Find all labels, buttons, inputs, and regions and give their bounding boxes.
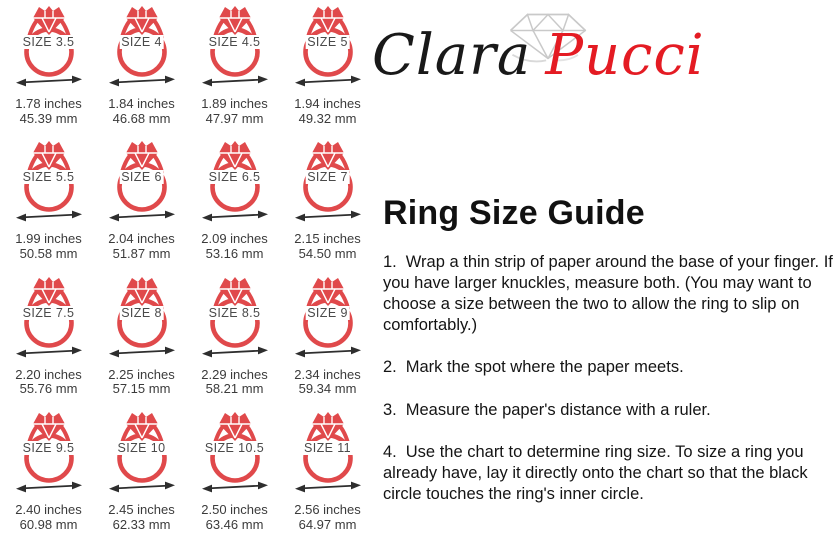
ring-mm-value: 45.39 mm xyxy=(19,110,78,126)
step-text: Mark the spot where the paper meets. xyxy=(405,358,684,377)
ring-inches-value: 2.25 inches xyxy=(108,366,175,382)
instruction-list xyxy=(383,252,835,526)
ring-inches-value: 2.29 inches xyxy=(201,366,268,382)
instruction-step xyxy=(383,400,835,421)
step-number: 2. xyxy=(383,358,397,377)
ring-measurements xyxy=(15,503,82,532)
ring-size-cell xyxy=(95,139,188,261)
ring-measurements xyxy=(201,97,268,126)
ring-inches-value: 1.94 inches xyxy=(294,96,361,111)
ring-figure xyxy=(14,275,84,349)
ring-mm-value: 51.87 mm xyxy=(112,246,171,262)
ring-figure xyxy=(107,275,177,349)
ring-figure xyxy=(200,410,270,484)
ring-size-label: SIZE 8.5 xyxy=(208,305,261,320)
ring-inches-value: 2.15 inches xyxy=(294,231,361,247)
ring-mm-value: 62.33 mm xyxy=(112,516,171,532)
ring-size-cell xyxy=(188,410,281,532)
ring-measurements xyxy=(201,368,268,397)
ring-mm-value: 63.46 mm xyxy=(205,516,264,532)
brand-name xyxy=(372,23,837,88)
ring-measurements xyxy=(108,97,175,126)
ring-size-cell xyxy=(95,275,188,397)
ring-measurements xyxy=(294,368,361,397)
step-number: 3. xyxy=(383,400,397,419)
ring-mm-value: 60.98 mm xyxy=(19,516,78,532)
ring-size-label: SIZE 8 xyxy=(121,305,162,320)
ring-figure xyxy=(14,4,84,78)
ring-mm-value: 49.32 mm xyxy=(298,110,357,126)
ring-size-chart xyxy=(2,4,374,533)
ring-size-cell xyxy=(2,4,95,126)
ring-size-cell xyxy=(188,139,281,261)
ring-size-cell xyxy=(2,275,95,397)
ring-size-cell xyxy=(188,275,281,397)
ring-figure xyxy=(293,139,363,213)
instruction-step xyxy=(383,357,835,378)
ring-inches-value: 2.50 inches xyxy=(201,502,268,518)
ring-inches-value: 2.09 inches xyxy=(201,231,268,247)
ring-inches-value: 2.04 inches xyxy=(108,231,175,247)
ring-size-cell xyxy=(2,139,95,261)
ring-size-label: SIZE 6 xyxy=(121,170,162,185)
ring-size-cell xyxy=(188,4,281,126)
ring-inches-value: 1.78 inches xyxy=(15,96,82,111)
ring-figure xyxy=(107,4,177,78)
ring-inches-value: 2.45 inches xyxy=(108,502,175,518)
ring-inches-value: 2.56 inches xyxy=(294,502,361,518)
brand-name-pucci: Pucci xyxy=(545,23,705,88)
ring-figure xyxy=(293,275,363,349)
ring-size-cell xyxy=(95,4,188,126)
ring-size-label: SIZE 4 xyxy=(121,35,162,49)
ring-size-label: SIZE 5 xyxy=(307,35,348,49)
ring-inches-value: 2.34 inches xyxy=(294,366,361,382)
ring-measurements xyxy=(108,503,175,532)
ring-figure xyxy=(200,139,270,213)
ring-inches-value: 1.89 inches xyxy=(201,96,268,111)
ring-measurements xyxy=(201,232,268,261)
brand-logo xyxy=(372,6,837,116)
ring-size-label: SIZE 11 xyxy=(303,441,352,456)
ring-size-label: SIZE 9 xyxy=(307,305,348,320)
ring-mm-value: 58.21 mm xyxy=(205,381,264,397)
ring-mm-value: 55.76 mm xyxy=(19,381,78,397)
ring-figure xyxy=(200,275,270,349)
ring-measurements xyxy=(294,503,361,532)
ring-size-label: SIZE 3.5 xyxy=(22,35,75,49)
instruction-step xyxy=(383,442,835,505)
ring-measurements xyxy=(294,97,361,126)
step-text: Measure the paper's distance with a ruler. xyxy=(405,400,711,419)
ring-size-label: SIZE 4.5 xyxy=(208,35,261,49)
ring-size-label: SIZE 7.5 xyxy=(22,305,75,320)
ring-mm-value: 59.34 mm xyxy=(298,381,357,397)
page-title: Ring Size Guide xyxy=(383,194,645,232)
ring-measurements xyxy=(201,503,268,532)
step-number: 4. xyxy=(383,442,397,461)
ring-figure xyxy=(14,410,84,484)
step-text: Use the chart to determine ring size. To size a ring you already have, lay it directly onto the chart so that the black circle touches the ring's inner circle. xyxy=(383,442,808,503)
ring-measurements xyxy=(108,232,175,261)
ring-inches-value: 1.84 inches xyxy=(108,96,175,111)
ring-figure xyxy=(107,139,177,213)
ring-inches-value: 2.20 inches xyxy=(15,366,82,382)
ring-figure xyxy=(200,4,270,78)
ring-size-label: SIZE 9.5 xyxy=(22,441,75,456)
ring-size-label: SIZE 6.5 xyxy=(208,170,261,185)
ring-mm-value: 53.16 mm xyxy=(205,246,264,262)
ring-figure xyxy=(293,410,363,484)
step-number: 1. xyxy=(383,253,397,271)
ring-measurements xyxy=(108,368,175,397)
ring-size-cell xyxy=(2,410,95,532)
ring-figure xyxy=(107,410,177,484)
ring-size-cell xyxy=(95,410,188,532)
ring-measurements xyxy=(15,232,82,261)
step-text: Wrap a thin strip of paper around the base of your finger. If you have larger knuckles, measure both. (You may want to choose a size between the two to allow the ring to slip on comfortably.) xyxy=(383,253,833,335)
ring-measurements xyxy=(15,97,82,126)
ring-figure xyxy=(14,139,84,213)
ring-mm-value: 54.50 mm xyxy=(298,246,357,262)
ring-size-label: SIZE 10 xyxy=(117,441,166,456)
ring-size-cell xyxy=(281,139,374,261)
brand-name-clara: Clara xyxy=(372,23,532,88)
ring-mm-value: 57.15 mm xyxy=(112,381,171,397)
ring-size-label: SIZE 7 xyxy=(307,170,348,185)
ring-figure xyxy=(293,4,363,78)
ring-mm-value: 47.97 mm xyxy=(205,110,264,126)
ring-measurements xyxy=(294,232,361,261)
ring-size-cell xyxy=(281,275,374,397)
ring-inches-value: 2.40 inches xyxy=(15,502,82,518)
ring-measurements xyxy=(15,368,82,397)
ring-mm-value: 46.68 mm xyxy=(112,110,171,126)
instruction-step xyxy=(383,252,835,336)
ring-size-label: SIZE 10.5 xyxy=(204,441,265,456)
ring-inches-value: 1.99 inches xyxy=(15,231,82,247)
ring-mm-value: 64.97 mm xyxy=(298,516,357,532)
ring-size-label: SIZE 5.5 xyxy=(22,170,75,185)
ring-mm-value: 50.58 mm xyxy=(19,246,78,262)
ring-size-cell xyxy=(281,4,374,126)
ring-size-cell xyxy=(281,410,374,532)
